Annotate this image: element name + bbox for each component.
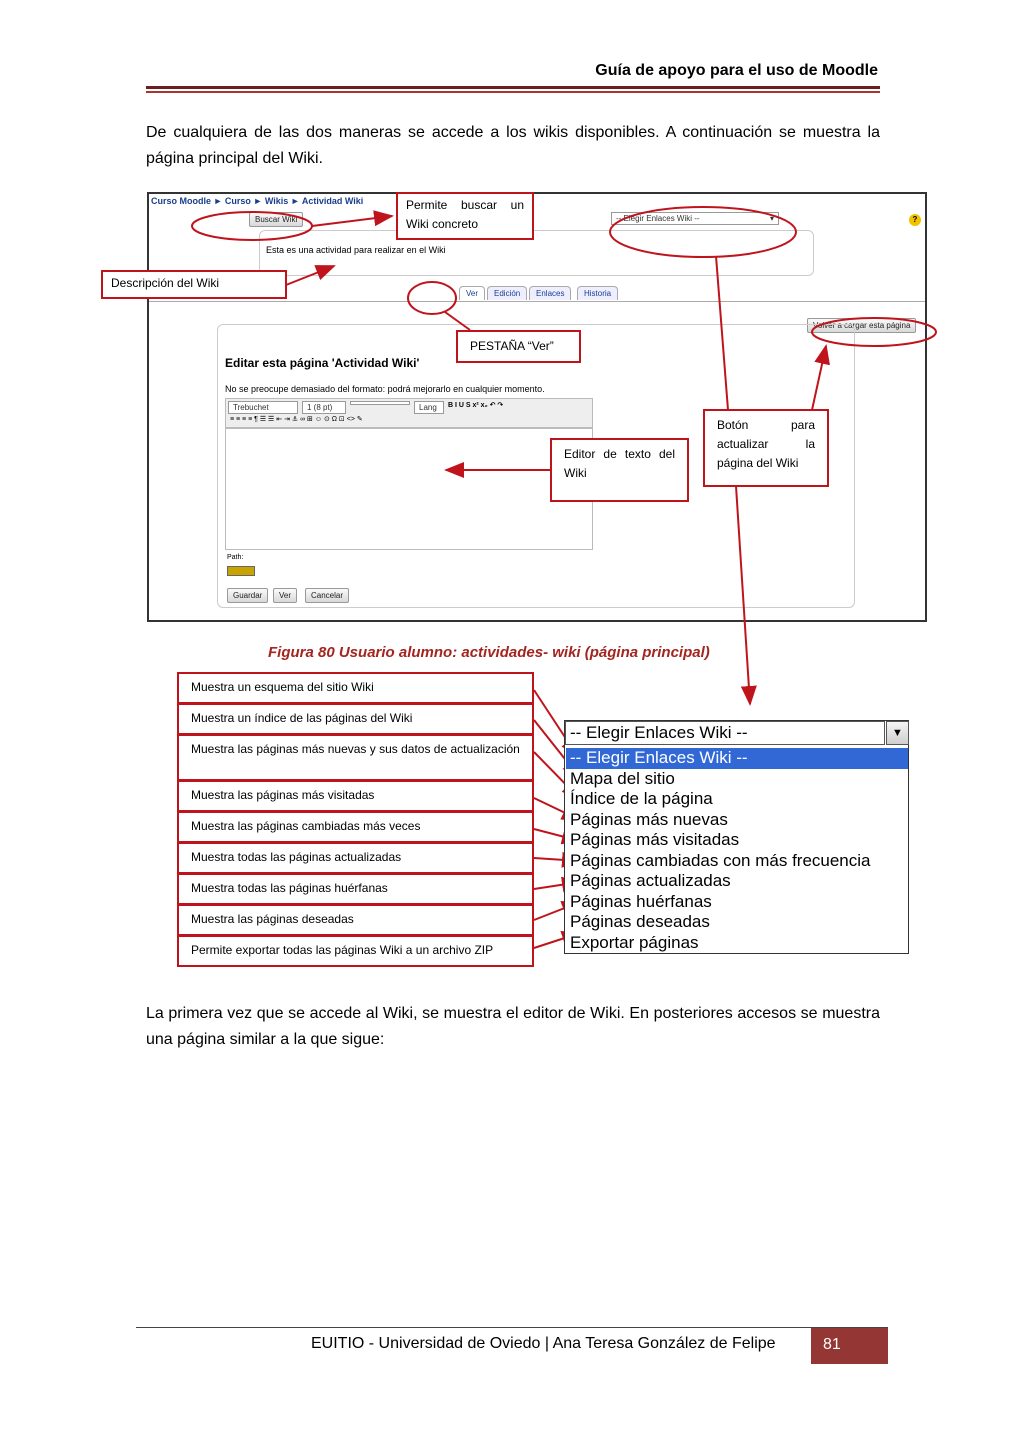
reload-arrow [812, 346, 826, 410]
label-export-pages: Permite exportar todas las páginas Wiki a un archivo ZIP [177, 935, 534, 967]
chevron-down-icon[interactable]: ▼ [886, 721, 909, 745]
label-orphan-pages: Muestra todas las páginas huérfanas [177, 873, 534, 905]
wiki-description: Esta es una actividad para realizar en el Wiki [259, 230, 814, 276]
label-wanted-pages: Muestra las páginas deseadas [177, 904, 534, 936]
view-button[interactable]: Ver [273, 588, 297, 603]
reload-ellipse [812, 318, 936, 346]
search-wiki-button[interactable]: Buscar Wiki [249, 212, 303, 227]
save-button[interactable]: Guardar [227, 588, 268, 603]
dropdown-option[interactable]: Páginas más visitadas [570, 830, 740, 849]
reload-page-button[interactable]: Volver a cargar esta página [807, 318, 916, 333]
tab-enlaces[interactable]: Enlaces [529, 286, 571, 300]
editor-path-label: Path: [227, 554, 244, 561]
chevron-down-icon: ▾ [769, 214, 774, 223]
figure-caption: Figura 80 Usuario alumno: actividades- wiki (página principal) [268, 644, 710, 661]
wiki-links-dropdown[interactable] [564, 720, 909, 954]
dropdown-option[interactable]: Páginas huérfanas [570, 891, 712, 911]
label-page-index: Muestra un índice de las páginas del Wiki [177, 703, 534, 735]
tab-ellipse [408, 282, 456, 314]
dropdown-selected-value[interactable]: -- Elegir Enlaces Wiki -- [565, 721, 885, 745]
label-most-changed: Muestra las páginas cambiadas más veces [177, 811, 534, 843]
footer-text: EUITIO - Universidad de Oviedo | Ana Teresa González de Felipe [311, 1335, 776, 1352]
page-header-title: Guía de apoyo para el uso de Moodle [595, 62, 878, 79]
dropdown-option[interactable]: -- Elegir Enlaces Wiki -- [566, 748, 908, 769]
label-site-map: Muestra un esquema del sitio Wiki [177, 672, 534, 704]
dropdown-option[interactable]: Exportar páginas [570, 932, 699, 952]
help-icon[interactable]: ? [909, 214, 921, 226]
footer-rule [136, 1327, 888, 1328]
callout-editor: Editor de texto del Wiki [550, 438, 689, 502]
tab-ver[interactable]: Ver [459, 286, 485, 300]
dropdown-option[interactable]: Páginas más nuevas [570, 809, 728, 829]
callout-description: Descripción del Wiki [101, 270, 287, 299]
dropdown-option[interactable]: Páginas cambiadas con más frecuencia [570, 850, 871, 870]
size-select[interactable]: 1 (8 pt) [302, 401, 346, 414]
dropdown-arrow [736, 486, 750, 704]
font-select[interactable]: Trebuchet [228, 401, 298, 414]
breadcrumb[interactable]: Curso Moodle ► Curso ► Wikis ► Actividad Wiki [151, 196, 364, 206]
dropdown-option[interactable]: Páginas deseadas [570, 912, 710, 931]
intro-paragraph: De cualquiera de las dos maneras se accede a los wikis disponibles. A continuación se muestra la página principal del Wiki. [146, 124, 880, 167]
tab-edicion[interactable]: Edición [487, 286, 527, 300]
label-most-visited: Muestra las páginas más visitadas [177, 780, 534, 812]
search-arrow [312, 216, 392, 226]
select-ellipse [610, 207, 796, 257]
label-updated-pages: Muestra todas las páginas actualizadas [177, 842, 534, 874]
format-icons[interactable]: B I U S x² x₂ ↶ ↷ [448, 402, 504, 409]
dropdown-option[interactable]: Mapa del sitio [570, 768, 675, 788]
search-ellipse [192, 212, 312, 240]
cancel-button[interactable]: Cancelar [305, 588, 349, 603]
dropdown-option[interactable]: Páginas actualizadas [570, 871, 731, 890]
tab-historia[interactable]: Historia [577, 286, 618, 300]
callout-search: Permite buscar un Wiki concreto [396, 192, 534, 240]
callout-tab-ver: PESTAÑA “Ver” [456, 330, 581, 363]
lang-select[interactable]: Lang [414, 401, 444, 414]
align-icons[interactable]: ≡ ≡ ≡ ≡ ¶ ☰ ☰ ⇤ ⇥ ⚓ ∞ ⊞ ☺ ⊙ Ω ⊡ <> ✎ [230, 416, 363, 423]
callout-reload: Botón para actualizar la página del Wiki [703, 409, 829, 487]
description-arrow [286, 266, 334, 285]
label-newest-pages: Muestra las páginas más nuevas y sus datos de actualización [177, 734, 534, 781]
dropdown-option[interactable]: Índice de la página [570, 789, 713, 808]
links-select-value: -- Elegir Enlaces Wiki -- [616, 214, 700, 223]
page-number: 81 [811, 1328, 888, 1364]
editor-title: Editar esta página 'Actividad Wiki' [225, 356, 420, 370]
tab-arrow-line [445, 312, 470, 330]
outro-paragraph: La primera vez que se accede al Wiki, se muestra el editor de Wiki. En posteriores accesos se muestra una página similar a la que sigue: [146, 1005, 880, 1048]
select-line [716, 256, 728, 410]
editor-subtitle: No se preocupe demasiado del formato: podrá mejorarlo en cualquier momento. [225, 384, 545, 394]
